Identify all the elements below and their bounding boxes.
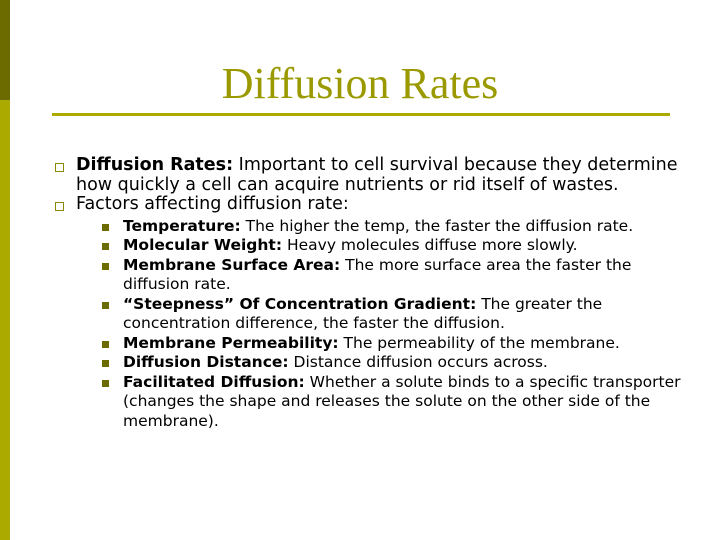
filled-square-bullet-icon (102, 341, 109, 348)
filled-square-bullet-icon (102, 263, 109, 270)
factor-list (102, 217, 685, 432)
factor-term: “Steepness” Of Concentration Gradient: (123, 294, 477, 313)
bullet-term: Diffusion Rates: (76, 155, 234, 175)
main-bullet-list (55, 156, 685, 431)
factor-text: The greater the concentration difference, the faster the diffusion. (123, 294, 603, 332)
factor-term: Diffusion Distance: (123, 353, 289, 371)
factor-text: Distance diffusion occurs across. (288, 353, 548, 371)
factor-term: Temperature: (123, 216, 241, 235)
hollow-square-bullet-icon (55, 163, 64, 172)
factor-text: The more surface area the faster the diffusion rate. (123, 255, 632, 293)
factor-text: The higher the temp, the faster the diffusion rate. (240, 216, 634, 235)
slide-content (55, 156, 685, 431)
factor-item (102, 256, 685, 295)
factor-term: Membrane Permeability: (123, 333, 339, 352)
main-bullet-item (55, 195, 685, 431)
factor-text: The permeability of the membrane. (338, 333, 620, 352)
filled-square-bullet-icon (102, 302, 109, 309)
factor-term: Facilitated Diffusion: (123, 372, 305, 391)
filled-square-bullet-icon (102, 224, 109, 231)
main-bullet-item (55, 156, 685, 195)
factor-term: Membrane Surface Area: (123, 255, 341, 274)
title-underline (52, 113, 670, 116)
filled-square-bullet-icon (102, 360, 109, 367)
factor-item (102, 353, 685, 373)
factor-item (102, 217, 685, 237)
factor-text: Whether a solute binds to a specific transporter (changes the shape and releases the solute on the other side of the membrane). (123, 372, 681, 430)
factor-item (102, 295, 685, 334)
hollow-square-bullet-icon (55, 202, 64, 211)
bullet-text: Factors affecting diffusion rate: (76, 194, 349, 214)
factor-item (102, 373, 685, 432)
factor-item (102, 334, 685, 354)
bullet-text: Important to cell survival because they determine how quickly a cell can acquire nutrients or rid itself of wastes. (76, 155, 678, 195)
sidebar-bar (0, 100, 10, 540)
filled-square-bullet-icon (102, 380, 109, 387)
filled-square-bullet-icon (102, 243, 109, 250)
factor-term: Molecular Weight: (123, 236, 283, 254)
factor-text: Heavy molecules diffuse more slowly. (282, 236, 578, 254)
factor-item (102, 236, 685, 256)
slide-title: Diffusion Rates (221, 59, 499, 108)
